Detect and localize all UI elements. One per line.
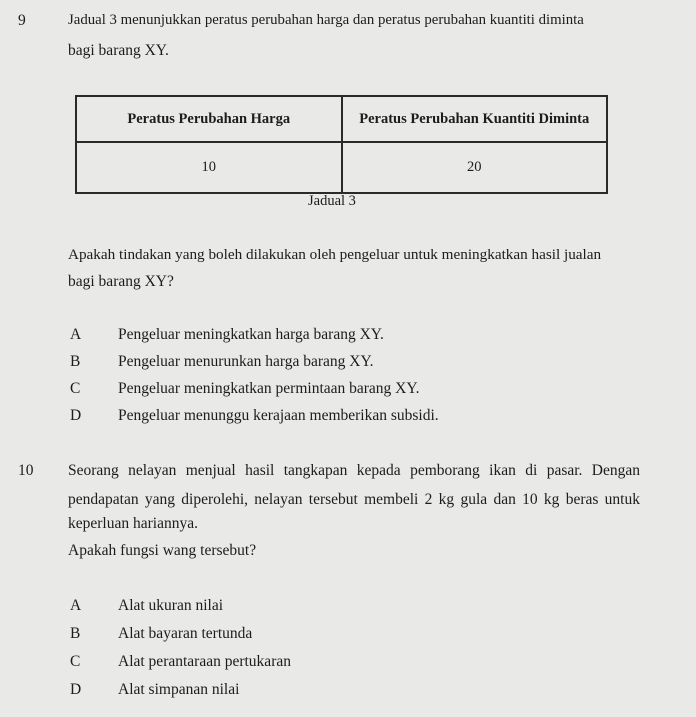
q10-option-a-letter: A [70, 597, 82, 614]
q10-option-d-text[interactable]: Alat simpanan nilai [118, 681, 240, 698]
question-9-text-line1: Apakah tindakan yang boleh dilakukan oleh pengeluar untuk meningkatkan hasil jualan [68, 246, 602, 263]
question-9-stem-line1: Jadual 3 menunjukkan peratus perubahan harga dan peratus perubahan kuantiti diminta [68, 12, 584, 28]
q10-option-a-text[interactable]: Alat ukuran nilai [118, 597, 224, 614]
question-10-text: Apakah fungsi wang tersebut? [68, 542, 257, 559]
question-10-number: 10 [18, 462, 34, 479]
q10-option-b-letter: B [70, 625, 81, 642]
question-10-stem-line1: Seorang nelayan menjual hasil tangkapan kepada pemborang ikan di pasar. Dengan [68, 462, 640, 479]
q9-option-d-letter: D [70, 407, 82, 424]
q10-option-c-text[interactable]: Alat perantaraan pertukaran [118, 653, 291, 670]
q10-option-c-letter: C [70, 653, 81, 670]
table-header-price-change: Peratus Perubahan Harga [76, 96, 342, 142]
q10-option-d-letter: D [70, 681, 82, 698]
question-10-stem-line2: pendapatan yang diperolehi, nelayan tersebut membeli 2 kg gula dan 10 kg beras untuk [68, 491, 640, 508]
q9-option-a-letter: A [70, 326, 82, 343]
q9-option-c-text[interactable]: Pengeluar meningkatkan permintaan barang XY. [118, 380, 420, 397]
q9-option-b-letter: B [70, 353, 81, 370]
table-cell-quantity-change: 20 [342, 142, 608, 193]
table-cell-price-change: 10 [76, 142, 342, 193]
question-10-stem-line3: keperluan hariannya. [68, 515, 198, 532]
q9-option-b-text[interactable]: Pengeluar menurunkan harga barang XY. [118, 353, 374, 370]
q9-option-d-text[interactable]: Pengeluar menunggu kerajaan memberikan subsidi. [118, 407, 439, 424]
table-header-quantity-change: Peratus Perubahan Kuantiti Diminta [342, 96, 608, 142]
table-3 [75, 95, 608, 194]
table-caption: Jadual 3 [308, 193, 356, 209]
question-9-number: 9 [18, 12, 26, 29]
question-9-text-line2: bagi barang XY? [68, 273, 174, 290]
question-9-stem-line2: bagi barang XY. [68, 42, 169, 59]
q10-option-b-text[interactable]: Alat bayaran tertunda [118, 625, 253, 642]
q9-option-a-text[interactable]: Pengeluar meningkatkan harga barang XY. [118, 326, 384, 343]
q9-option-c-letter: C [70, 380, 81, 397]
